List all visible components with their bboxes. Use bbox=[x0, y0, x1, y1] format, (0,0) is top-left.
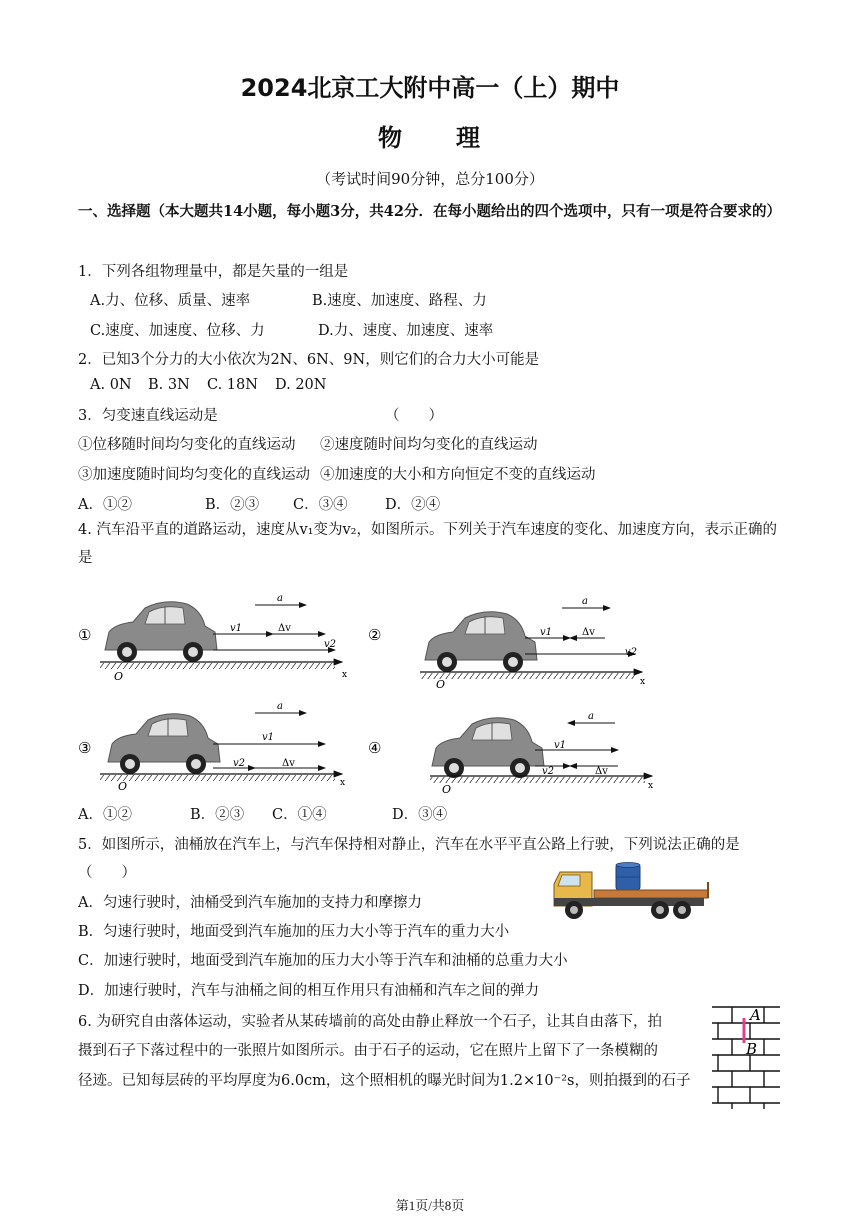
q4-figure bbox=[70, 588, 670, 798]
truck-figure bbox=[552, 862, 712, 924]
v2-label: v2 bbox=[324, 639, 337, 650]
page-title: 2024北京工大附中高一（上）期中 bbox=[240, 74, 620, 102]
q1-option-c: C.速度、加速度、位移、力 bbox=[90, 323, 265, 339]
page-number: 第1页/共8页 bbox=[395, 1198, 465, 1213]
q1-stem: 1．下列各组物理量中，都是矢量的一组是 bbox=[78, 264, 349, 280]
q2-option-b: B. 3N bbox=[148, 377, 190, 393]
q5-bracket: （ ） bbox=[78, 865, 136, 881]
q2-option-a: A. 0N bbox=[90, 377, 132, 393]
origin-label: O bbox=[442, 783, 452, 796]
q5-stem: 5．如图所示，油桶放在汽车上，与汽车保持相对静止，汽车在水平平直公路上行驶，下列说法正确的是 bbox=[78, 837, 740, 853]
v2-label: v2 bbox=[625, 647, 638, 658]
subject-title: 物 理 bbox=[378, 124, 482, 152]
car-icon bbox=[108, 714, 220, 774]
dv-label: Δv bbox=[278, 623, 291, 634]
q3-option-c: C．③④ bbox=[293, 497, 348, 513]
q2-stem: 2．已知3个分力的大小依次为2N、6N、9N，则它们的合力大小可能是 bbox=[78, 352, 540, 368]
v2-label: v2 bbox=[233, 758, 246, 769]
q3-statement-2: ②速度随时间均匀变化的直线运动 bbox=[320, 437, 538, 453]
q3-statement-4: ④加速度的大小和方向恒定不变的直线运动 bbox=[320, 467, 596, 483]
q3-bracket: （ ） bbox=[385, 408, 443, 424]
v1-label: v1 bbox=[262, 732, 275, 743]
section-heading: 一、选择题（本大题共14小题，每小题3分，共42分．在每小题给出的四个选项中，只有一项是符合要求的） bbox=[78, 203, 781, 220]
car-icon bbox=[425, 612, 537, 672]
x-axis-label: x bbox=[342, 670, 348, 680]
exam-info: （考试时间90分钟，总分100分） bbox=[316, 170, 544, 188]
x-axis-label: x bbox=[648, 781, 654, 791]
q4-option-a: A．①② bbox=[78, 807, 132, 823]
label-b: B bbox=[746, 1040, 758, 1058]
q2-option-c: C. 18N bbox=[207, 377, 258, 393]
q3-option-b: B．②③ bbox=[205, 497, 260, 513]
accel-label: a bbox=[277, 593, 283, 604]
dv-label: Δv bbox=[582, 627, 595, 638]
q5-option-a: A．匀速行驶时，油桶受到汽车施加的支持力和摩擦力 bbox=[78, 895, 422, 911]
q4-option-d: D．③④ bbox=[392, 807, 448, 823]
accel-label: a bbox=[277, 701, 283, 712]
q1-option-b: B.速度、加速度、路程、力 bbox=[312, 293, 487, 309]
q5-option-b: B．匀速行驶时，地面受到汽车施加的压力大小等于汽车的重力大小 bbox=[78, 924, 510, 940]
dv-label: Δv bbox=[282, 758, 295, 769]
q4-option-b: B．②③ bbox=[190, 807, 245, 823]
q1-option-d: D.力、速度、加速度、速率 bbox=[318, 323, 494, 339]
v1-label: v1 bbox=[230, 623, 243, 634]
x-axis-label: x bbox=[640, 677, 646, 687]
label-a: A bbox=[750, 1006, 761, 1024]
accel-label: a bbox=[582, 596, 588, 607]
v1-label: v1 bbox=[540, 627, 553, 638]
brick-wall-figure bbox=[710, 1003, 782, 1111]
panel-2-label: ② bbox=[368, 626, 382, 644]
q6-line-3: 径迹。已知每层砖的平均厚度为6.0cm，这个照相机的曝光时间为1.2×10⁻²s，则拍摄到的石子 bbox=[78, 1073, 691, 1089]
v1-label: v1 bbox=[554, 740, 567, 751]
q3-option-d: D．②④ bbox=[385, 497, 441, 513]
panel-1-label: ① bbox=[78, 626, 92, 644]
q4-option-c: C．①④ bbox=[272, 807, 327, 823]
q3-stem: 3．匀变速直线运动是 bbox=[78, 408, 218, 424]
v2-label: v2 bbox=[542, 766, 555, 777]
origin-label: O bbox=[436, 678, 446, 691]
panel-4-label: ④ bbox=[368, 739, 382, 757]
q5-option-c: C．加速行驶时，地面受到汽车施加的压力大小等于汽车和油桶的总重力大小 bbox=[78, 953, 568, 969]
x-axis-label: x bbox=[340, 778, 346, 788]
car-icon bbox=[432, 718, 544, 778]
q1-option-a: A.力、位移、质量、速率 bbox=[90, 293, 251, 309]
dv-label: Δv bbox=[595, 766, 608, 777]
q4-stem: 4. 汽车沿平直的道路运动，速度从v₁变为v₂，如图所示。下列关于汽车速度的变化、加速度方向，表示正确的是 bbox=[78, 522, 777, 566]
q6-line-1: 6. 为研究自由落体运动，实验者从某砖墙前的高处由静止释放一个石子，让其自由落下，拍 bbox=[78, 1014, 662, 1030]
q2-option-d: D. 20N bbox=[275, 377, 327, 393]
q3-option-a: A．①② bbox=[78, 497, 132, 513]
car-icon bbox=[105, 602, 217, 662]
origin-label: O bbox=[114, 670, 124, 683]
panel-3-label: ③ bbox=[78, 739, 92, 757]
q6-line-2: 摄到石子下落过程中的一张照片如图所示。由于石子的运动，它在照片上留下了一条模糊的 bbox=[78, 1043, 658, 1059]
q3-statement-1: ①位移随时间均匀变化的直线运动 bbox=[78, 437, 296, 453]
q3-statement-3: ③加速度随时间均匀变化的直线运动 bbox=[78, 467, 310, 483]
q5-option-d: D．加速行驶时，汽车与油桶之间的相互作用只有油桶和汽车之间的弹力 bbox=[78, 983, 540, 999]
origin-label: O bbox=[118, 780, 128, 793]
accel-label: a bbox=[588, 711, 594, 722]
